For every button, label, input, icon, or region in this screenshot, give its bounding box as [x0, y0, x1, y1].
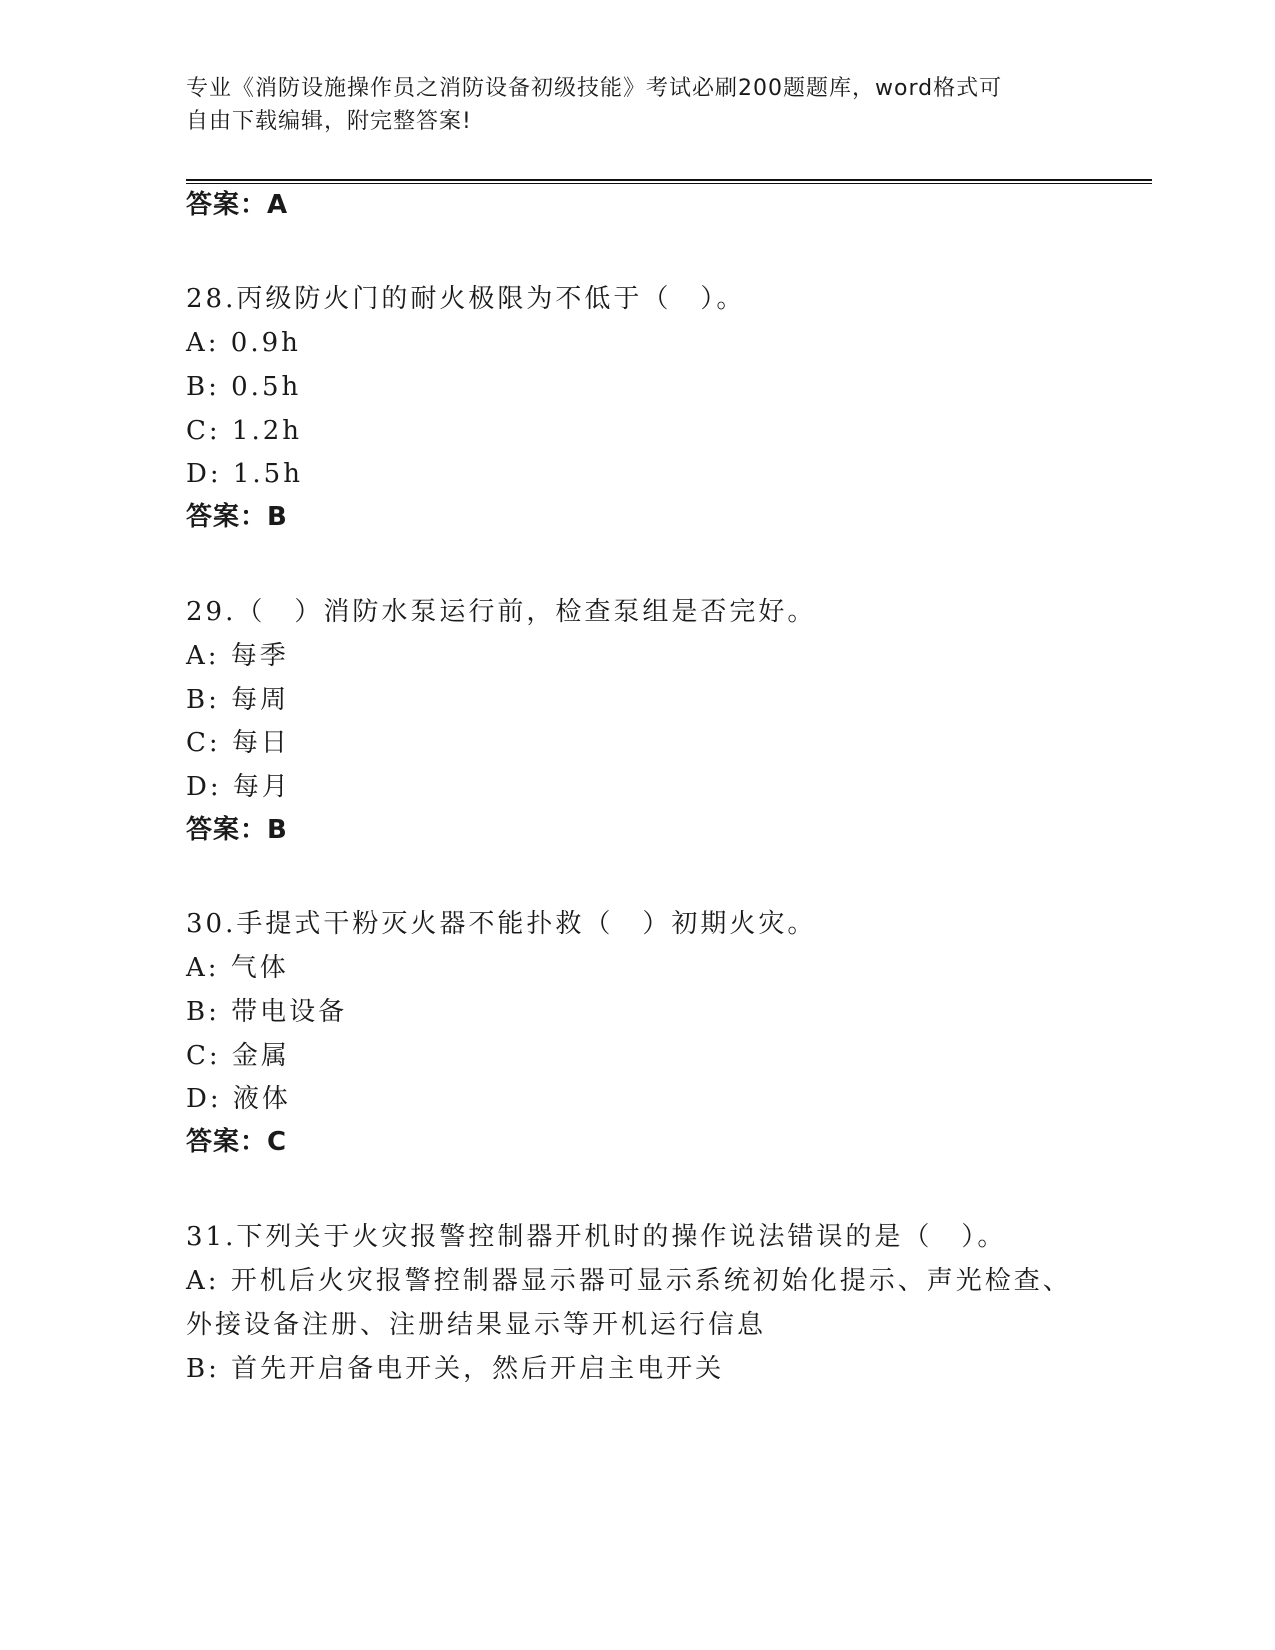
question-28-option-c: C: 1.2h	[186, 416, 303, 446]
question-29-option-c: C: 每日	[186, 728, 290, 758]
question-28-stem: 28.丙级防火门的耐火极限为不低于（ ）。	[186, 284, 746, 314]
question-30-option-c: C: 金属	[186, 1041, 290, 1071]
question-29-answer: 答案：B	[186, 815, 288, 845]
header-line-2: 自由下载编辑，附完整答案!	[186, 109, 472, 134]
question-31-option-b: B: 首先开启备电开关，然后开启主电开关	[186, 1354, 725, 1384]
question-28-option-b: B: 0.5h	[186, 372, 302, 402]
header-line-1: 专业《消防设施操作员之消防设备初级技能》考试必刷200题题库，word格式可	[186, 76, 1003, 101]
question-28-option-d: D: 1.5h	[186, 459, 303, 489]
question-30-stem: 30.手提式干粉灭火器不能扑救（ ）初期火灾。	[186, 909, 817, 939]
question-31-stem: 31.下列关于火灾报警控制器开机时的操作说法错误的是（ ）。	[186, 1222, 1007, 1252]
header-divider-thick	[186, 179, 1152, 181]
question-31-option-a-line-1: A: 开机后火灾报警控制器显示器可显示系统初始化提示、声光检查、	[186, 1266, 1072, 1296]
previous-answer: 答案：A	[186, 190, 289, 220]
header-divider-thin	[186, 183, 1152, 184]
question-31-option-a-line-2: 外接设备注册、注册结果显示等开机运行信息	[186, 1310, 767, 1340]
question-30-answer: 答案：C	[186, 1127, 288, 1157]
question-30-option-b: B: 带电设备	[186, 997, 348, 1027]
question-30-option-a: A: 气体	[186, 953, 289, 983]
question-30-option-d: D: 液体	[186, 1084, 291, 1114]
question-29-stem: 29.（ ）消防水泵运行前，检查泵组是否完好。	[186, 597, 817, 627]
question-29-option-a: A: 每季	[186, 641, 289, 671]
question-29-option-b: B: 每周	[186, 685, 290, 715]
question-28-answer: 答案：B	[186, 502, 288, 532]
question-29-option-d: D: 每月	[186, 772, 291, 802]
question-28-option-a: A: 0.9h	[186, 328, 301, 358]
document-header	[186, 72, 1066, 138]
